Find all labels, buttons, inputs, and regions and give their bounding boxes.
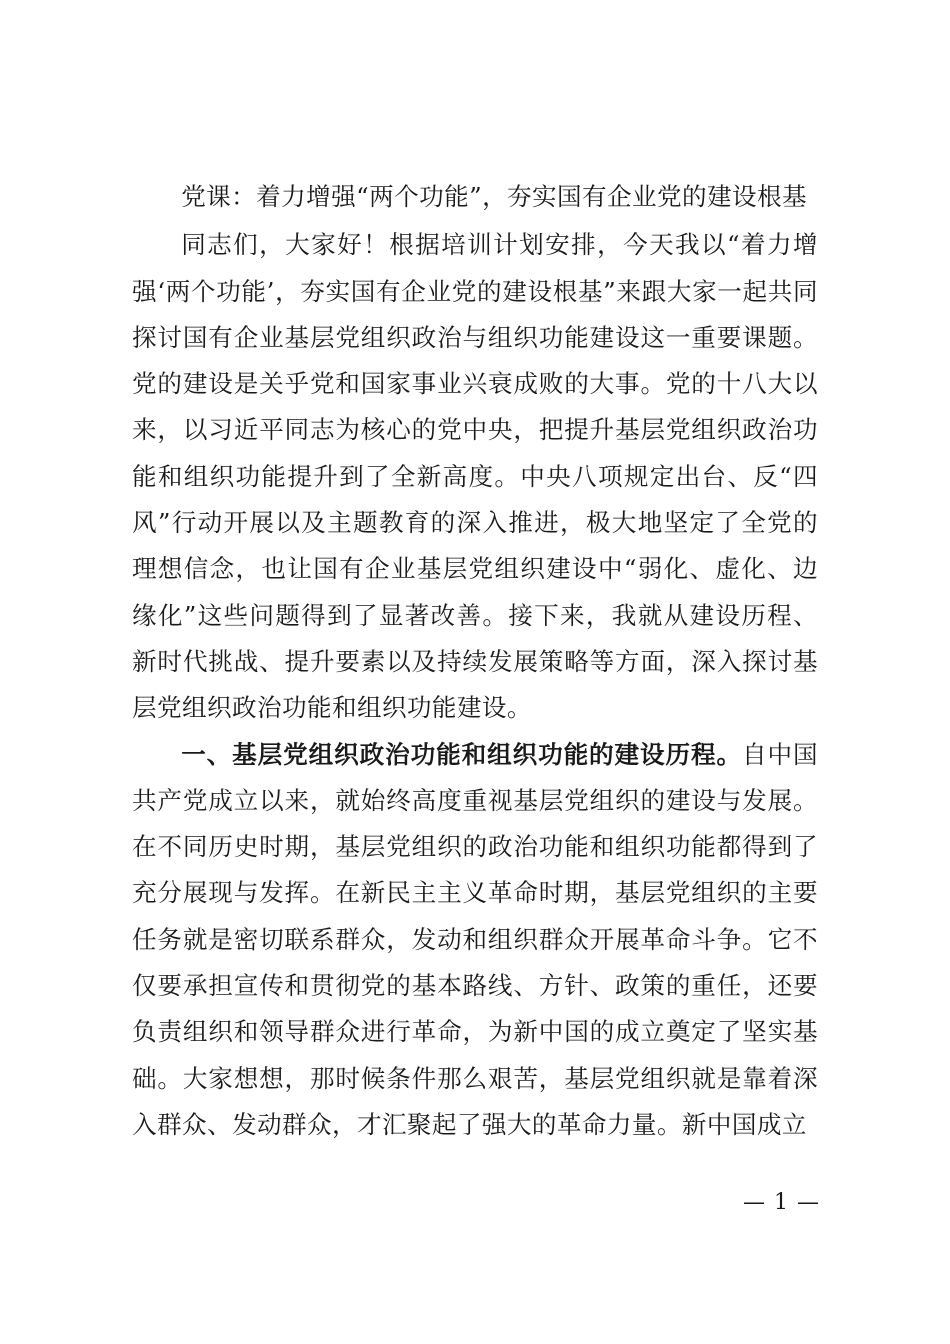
page-number: — 1 —	[743, 1190, 820, 1215]
document-body	[132, 174, 818, 1148]
document-title: 党课：着力增强“两个功能”，夯实国有企业党的建设根基	[181, 182, 807, 211]
paragraph-section-1	[132, 732, 818, 1149]
section-1-heading: 一、基层党组织政治功能和组织功能的建设历程。	[181, 739, 743, 769]
section-1-text: 自中国共产党成立以来，就始终高度重视基层党组织的建设与发展。在不同历史时期，基层党组织的政治功能和组织功能都得到了充分展现与发挥。在新民主主义革命时期，基层党组织的主要任务就是密切联系群众，发动和组织群众开展革命斗争。它不仅要承担宣传和贯彻党的基本路线、方针、政策的重任，还要负责组织和领导群众进行革命，为新中国的成立奠定了坚实基础。大家想想，那时候条件那么艰苦，基层党组织就是靠着深入群众、发动群众，才汇聚起了强大的革命力量。新中国成立	[132, 739, 818, 1139]
paragraph-intro: 同志们，大家好！根据培训计划安排，今天我以“着力增强‘两个功能’，夯实国有企业党的建设根基”来跟大家一起共同探讨国有企业基层党组织政治与组织功能建设这一重要课题。党的建设是关乎党和国家事业兴衰成败的大事。党的十八大以来，以习近平同志为核心的党中央，把提升基层党组织政治功能和组织功能提升到了全新高度。中央八项规定出台、反“四风”行动开展以及主题教育的深入推进，极大地坚定了全党的理想信念，也让国有企业基层党组织建设中“弱化、虚化、边缘化”这些问题得到了显著改善。接下来，我就从建设历程、新时代挑战、提升要素以及持续发展策略等方面，深入探讨基层党组织政治功能和组织功能建设。	[132, 230, 818, 723]
